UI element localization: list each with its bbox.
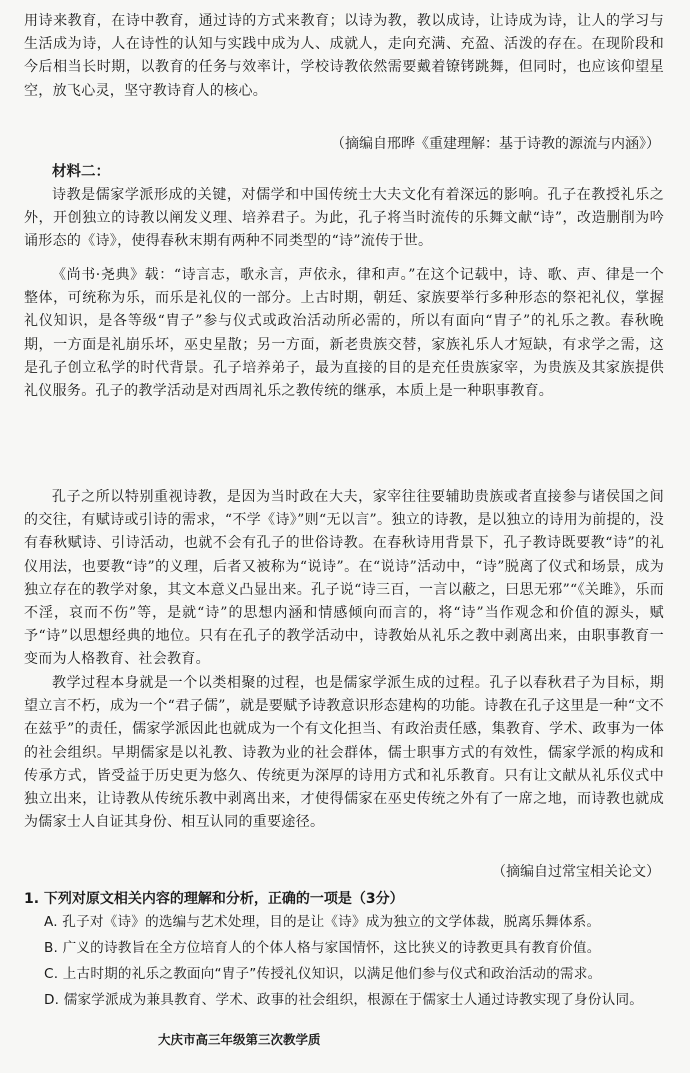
question-1-option-b: B. 广义的诗教旨在全方位培育人的个体人格与家国情怀，这比狭义的诗教更具有教育价值。: [44, 940, 601, 956]
question-1-option-a: A. 孔子对《诗》的选编与艺术处理，目的是让《诗》成为独立的文学体裁，脱离乐舞体系。: [44, 914, 601, 930]
material-2-paragraph-4: 教学过程本身就是一个以类相聚的过程，也是儒家学派生成的过程。孔子以春秋君子为目标，期望立言不朽，成为一个“君子儒”，就是要赋予诗教意识形态建构的功能。诗教在孔子这里是一种“文不在兹乎”的责任，儒家学派因此也就成为一个有文化担当、有政治责任感，集教育、学术、政事为一体的社会组织。早期儒家是以礼教、诗教为业的社会群体，儒士职事方式的有效性，儒家学派的构成和传承方式，皆受益于历史更为悠久、传统更为深厚的诗用方式和礼乐教育。只有让文献从礼乐仪式中独立出来，让诗教从传统乐教中剥离出来，才使得儒家在巫史传统之外有了一席之地，而诗教也就成为儒家士人自证其身份、相互认同的重要途径。: [24, 675, 664, 831]
material-2-paragraph-1: 诗教是儒家学派形成的关键，对儒学和中国传统士大夫文化有着深远的影响。孔子在教授礼乐之外，开创独立的诗教以阐发义理、培养君子。为此，孔子将当时流传的乐舞文献“诗”，改造删削为吟诵形态的《诗》，使得春秋末期有两种不同类型的“诗”流传于世。: [24, 187, 664, 250]
material-2-heading: 材料二：: [52, 164, 110, 180]
citation-1: （摘编自邢晔《重建理解：基于诗教的源流与内涵》）: [331, 136, 660, 152]
question-1-option-c: C. 上古时期的礼乐之教面向“胄子”传授礼仪知识，以满足他们参与仪式和政治活动的需求。: [44, 966, 602, 982]
material-2-paragraph-2: 《尚书·尧典》载：“诗言志，歌永言，声依永，律和声。”在这个记载中，诗、歌、声、律是一个整体，可统称为乐，而乐是礼仪的一部分。上古时期，朝廷、家族要举行多种形态的祭祀礼仪，掌握礼仪知识，是各等级“胄子”参与仪式或政治活动所必需的，所以有面向“胄子”的礼乐之教。春秋晚期，一方面是礼崩乐坏，巫史星散；另一方面，新老贵族交替，家族礼乐人才短缺，有求学之需，这是孔子创立私学的时代背景。孔子培养弟子，最为直接的目的是充任贵族家宰，为贵族及其家族提供礼仪服务。孔子的教学活动是对西周礼乐之教传统的继承，本质上是一种职事教育。: [24, 267, 664, 400]
question-1-option-d: D. 儒家学派成为兼具教育、学术、政事的社会组织，根源在于儒家士人通过诗教实现了身份认同。: [44, 992, 644, 1008]
intro-paragraph: 用诗来教育，在诗中教育，通过诗的方式来教育；以诗为教，教以成诗，让诗成为诗，让人的学习与生活成为诗，人在诗性的认知与实践中成为人、成就人，走向充满、充盈、活泼的存在。在现阶段和今后相当长时期，以教育的任务与效率计，学校诗教依然需要戴着镣铐跳舞，但同时，也应该仰望星空，放飞心灵，坚守教诗育人的核心。: [24, 13, 664, 99]
question-1-stem: 1. 下列对原文相关内容的理解和分析，正确的一项是（3分）: [24, 891, 404, 907]
citation-2: （摘编自过常宝相关论文）: [492, 864, 660, 880]
footer-blur-overlay: [330, 1024, 450, 1054]
page-footer: 大庆市高三年级第三次教学质: [158, 1032, 321, 1047]
material-2-paragraph-3: 孔子之所以特别重视诗教，是因为当时政在大夫，家宰往往要辅助贵族或者直接参与诸侯国之间的交往，有赋诗或引诗的需求，“不学《诗》”则“无以言”。独立的诗教，是以独立的诗用为前提的，没有春秋赋诗、引诗活动，也就不会有孔子的世俗诗教。在春秋诗用背景下，孔子教诗既要教“诗”的礼仪用法，也要教“诗”的义理，后者又被称为“说诗”。在“说诗”活动中，“诗”脱离了仪式和场景，成为独立存在的教学对象，其文本意义凸显出来。孔子说“诗三百，一言以蔽之，曰思无邪”“《关雎》，乐而不淫，哀而不伤”等，是就“诗”的思想内涵和情感倾向而言的，将“诗”当作观念和价值的源头，赋予“诗”以思想经典的地位。只有在孔子的教学活动中，诗教始从礼乐之教中剥离出来，由职事教育一变而为人格教育、社会教育。: [24, 489, 664, 668]
